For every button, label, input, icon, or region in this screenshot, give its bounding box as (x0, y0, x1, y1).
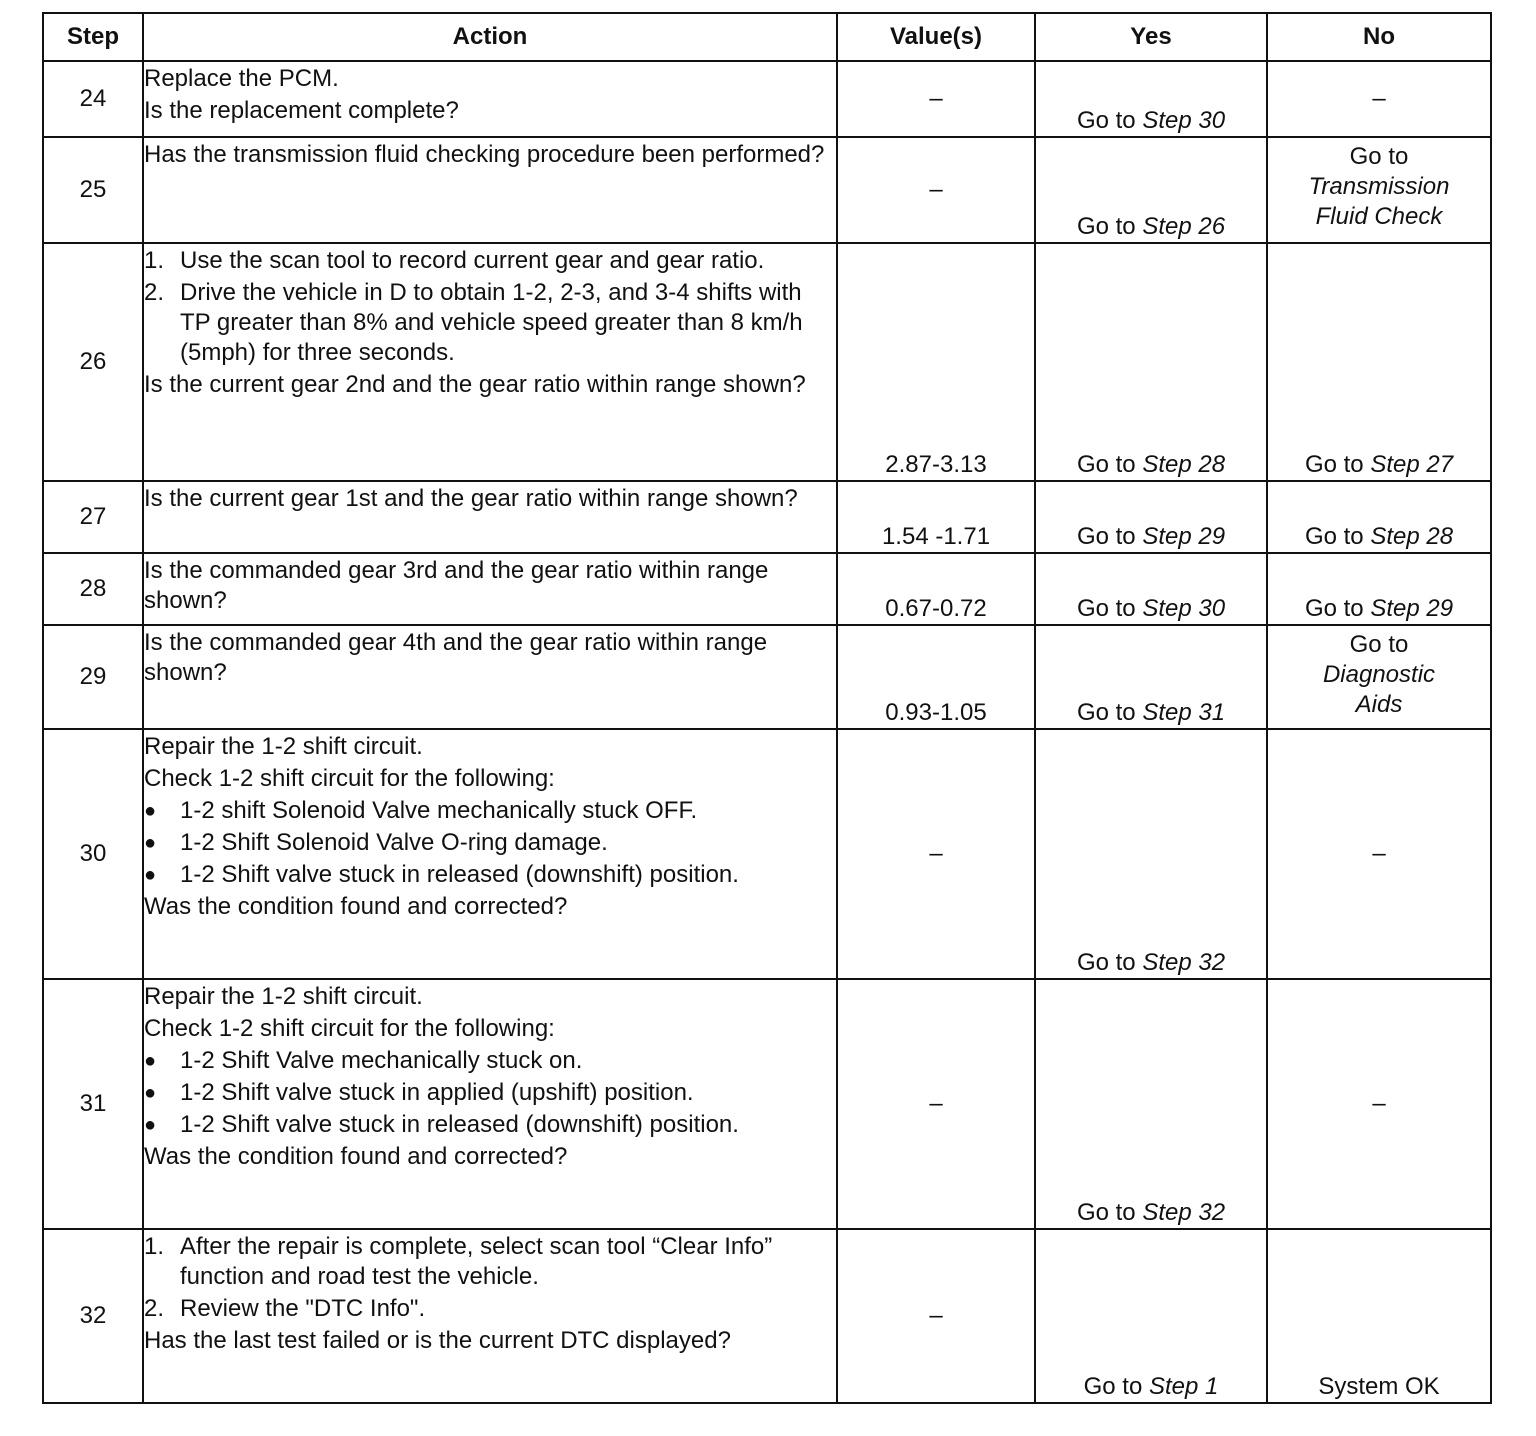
no-cell: – (1267, 61, 1491, 137)
value-cell: – (837, 61, 1035, 137)
value-cell: 0.93-1.05 (837, 625, 1035, 729)
yes-step-link[interactable]: Step 31 (1142, 699, 1226, 726)
action-cell (143, 979, 837, 1229)
list-item (144, 278, 836, 368)
bullet-text: 1-2 Shift Solenoid Valve O-ring damage. (180, 829, 608, 856)
value-cell: 2.87-3.13 (837, 243, 1035, 481)
bullet-icon: ● (144, 1082, 157, 1104)
value-cell: – (837, 729, 1035, 979)
action-question: Has the last test failed or is the current DTC displayed? (144, 1327, 731, 1354)
no-link-line1[interactable]: Transmission (1308, 173, 1450, 200)
table-row (43, 979, 1491, 1229)
list-marker: 1. (144, 1233, 165, 1260)
yes-cell (1035, 553, 1267, 625)
header-action: Action (143, 13, 837, 61)
no-prefix: Go to (1349, 631, 1409, 658)
no-cell: – (1267, 729, 1491, 979)
diagnostic-table (42, 12, 1492, 1404)
action-question: Is the current gear 2nd and the gear ratio within range shown? (144, 371, 806, 398)
no-link-line2[interactable]: Fluid Check (1315, 203, 1443, 230)
bullet-icon: ● (144, 832, 157, 854)
step-number: 28 (43, 553, 143, 625)
yes-step-link[interactable]: Step 32 (1142, 949, 1226, 976)
action-question: Was the condition found and corrected? (144, 1143, 568, 1170)
value-cell: 0.67-0.72 (837, 553, 1035, 625)
yes-prefix: Go to (1076, 1199, 1143, 1226)
list-item (144, 1232, 836, 1292)
yes-prefix: Go to (1076, 949, 1143, 976)
table-row (43, 625, 1491, 729)
yes-prefix: Go to (1076, 523, 1143, 550)
bullet-text: 1-2 shift Solenoid Valve mechanically stuck OFF. (180, 797, 698, 824)
yes-step-link[interactable]: Step 28 (1142, 451, 1226, 478)
table-row (43, 729, 1491, 979)
action-question: Is the current gear 1st and the gear ratio within range shown? (144, 485, 798, 512)
no-link-line2[interactable]: Aids (1355, 691, 1403, 718)
yes-step-link[interactable]: Step 30 (1142, 107, 1226, 134)
bullet-icon: ● (144, 864, 157, 886)
list-marker: 2. (144, 1295, 165, 1322)
no-cell (1267, 137, 1491, 243)
action-cell (143, 1229, 837, 1403)
yes-prefix: Go to (1076, 451, 1143, 478)
action-cell (143, 481, 837, 553)
no-cell: System OK (1267, 1229, 1491, 1403)
yes-cell (1035, 137, 1267, 243)
action-question: Is the commanded gear 4th and the gear ratio within range shown? (144, 629, 768, 686)
list-text: Review the "DTC Info". (180, 1295, 426, 1322)
table-row (43, 553, 1491, 625)
no-cell (1267, 481, 1491, 553)
action-cell (143, 625, 837, 729)
action-question: Was the condition found and corrected? (144, 893, 568, 920)
bullet-text: 1-2 Shift Valve mechanically stuck on. (180, 1047, 583, 1074)
header-row (43, 13, 1491, 61)
no-cell (1267, 553, 1491, 625)
header-no: No (1267, 13, 1491, 61)
no-prefix: Go to (1304, 595, 1371, 622)
no-cell (1267, 243, 1491, 481)
yes-step-link[interactable]: Step 32 (1142, 1199, 1226, 1226)
bullet-item (144, 1110, 836, 1140)
yes-prefix: Go to (1076, 699, 1143, 726)
step-number: 30 (43, 729, 143, 979)
yes-cell (1035, 625, 1267, 729)
yes-prefix: Go to (1083, 1373, 1149, 1400)
bullet-text: 1-2 Shift valve stuck in applied (upshift) position. (180, 1079, 694, 1106)
action-question: Is the replacement complete? (144, 97, 459, 124)
value-cell: – (837, 137, 1035, 243)
bullet-item (144, 828, 836, 858)
yes-prefix: Go to (1076, 595, 1143, 622)
yes-cell (1035, 729, 1267, 979)
step-number: 24 (43, 61, 143, 137)
bullet-item (144, 796, 836, 826)
yes-step-link[interactable]: Step 26 (1142, 213, 1226, 240)
list-item (144, 246, 836, 276)
action-cell (143, 137, 837, 243)
step-number: 26 (43, 243, 143, 481)
yes-prefix: Go to (1076, 107, 1143, 134)
step-number: 29 (43, 625, 143, 729)
value-cell: – (837, 979, 1035, 1229)
bullet-icon: ● (144, 800, 157, 822)
yes-step-link[interactable]: Step 29 (1142, 523, 1226, 550)
action-cell (143, 61, 837, 137)
list-item (144, 1294, 836, 1324)
list-marker: 2. (144, 279, 165, 306)
bullet-item (144, 1046, 836, 1076)
table-row (43, 243, 1491, 481)
value-cell: – (837, 1229, 1035, 1403)
action-question: Has the transmission fluid checking procedure been performed? (144, 141, 825, 168)
no-step-link[interactable]: Step 27 (1370, 451, 1454, 478)
no-link-line1[interactable]: Diagnostic (1322, 661, 1436, 688)
yes-step-link[interactable]: Step 1 (1148, 1373, 1219, 1400)
no-step-link[interactable]: Step 29 (1370, 595, 1454, 622)
no-step-link[interactable]: Step 28 (1370, 523, 1454, 550)
header-values: Value(s) (837, 13, 1035, 61)
no-prefix: Go to (1304, 523, 1371, 550)
yes-prefix: Go to (1076, 213, 1143, 240)
list-text: Use the scan tool to record current gear and gear ratio. (180, 247, 765, 274)
action-cell (143, 243, 837, 481)
table-row (43, 481, 1491, 553)
no-cell (1267, 625, 1491, 729)
list-marker: 1. (144, 247, 165, 274)
action-line: Repair the 1-2 shift circuit. (144, 983, 423, 1010)
header-yes: Yes (1035, 13, 1267, 61)
value-cell: 1.54 -1.71 (837, 481, 1035, 553)
action-line: Check 1-2 shift circuit for the following: (144, 765, 555, 792)
table-row (43, 137, 1491, 243)
bullet-item (144, 860, 836, 890)
yes-cell (1035, 61, 1267, 137)
no-cell: – (1267, 979, 1491, 1229)
header-step: Step (43, 13, 143, 61)
bullet-icon: ● (144, 1114, 157, 1136)
list-text: Drive the vehicle in D to obtain 1-2, 2-3, and 3-4 shifts with TP greater than 8% and vehicle speed greater than 8 km/h (5mph) for three seconds. (180, 279, 803, 366)
yes-cell (1035, 243, 1267, 481)
step-number: 27 (43, 481, 143, 553)
bullet-text: 1-2 Shift valve stuck in released (downshift) position. (180, 1111, 739, 1138)
step-number: 25 (43, 137, 143, 243)
action-line: Repair the 1-2 shift circuit. (144, 733, 423, 760)
no-prefix: Go to (1304, 451, 1371, 478)
action-cell (143, 553, 837, 625)
yes-step-link[interactable]: Step 30 (1142, 595, 1226, 622)
action-question: Is the commanded gear 3rd and the gear ratio within range shown? (144, 557, 769, 614)
action-line: Check 1-2 shift circuit for the following: (144, 1015, 555, 1042)
action-line: Replace the PCM. (144, 65, 339, 92)
bullet-icon: ● (144, 1050, 157, 1072)
bullet-text: 1-2 Shift valve stuck in released (downshift) position. (180, 861, 739, 888)
yes-cell (1035, 979, 1267, 1229)
yes-cell (1035, 481, 1267, 553)
step-number: 31 (43, 979, 143, 1229)
action-cell (143, 729, 837, 979)
no-prefix: Go to (1349, 143, 1409, 170)
list-text: After the repair is complete, select scan tool “Clear Info” function and road test the vehicle. (180, 1233, 773, 1290)
yes-cell (1035, 1229, 1267, 1403)
table-row (43, 1229, 1491, 1403)
step-number: 32 (43, 1229, 143, 1403)
bullet-item (144, 1078, 836, 1108)
table-row (43, 61, 1491, 137)
